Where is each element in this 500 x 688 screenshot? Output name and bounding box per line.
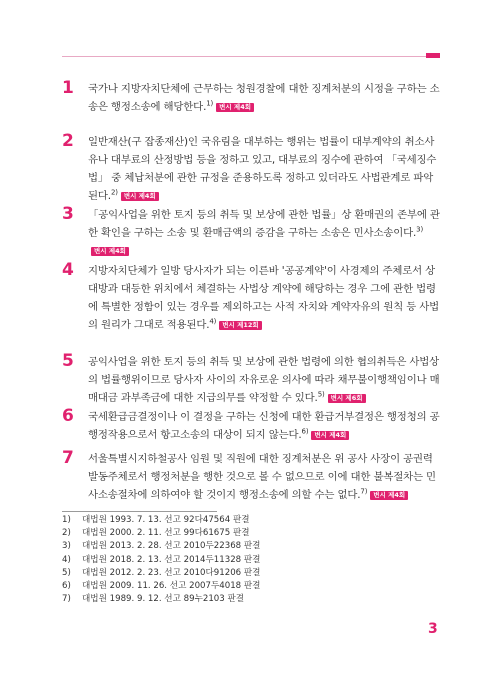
footnote: [62, 593, 362, 606]
footnote-text: 대법원 2000. 2. 11. 선고 99다61675 판결: [82, 528, 250, 539]
item-text-block: [88, 133, 442, 205]
exam-badge: 변시 제4회: [370, 491, 408, 500]
item-text: 서울특별시지하철공사 임원 및 직원에 대한 징계처분은 위 공사 사장이 공권력 발동주체로서 행정처분을 행한 것으로 볼 수 없으므로 이에 대한 불복절차는 민사소송절차에 의하여야 할 것이지 행정소송에 의할 수는 없다.: [88, 453, 436, 501]
footnote-text: 대법원 1989. 9. 12. 선고 89누2103 판결: [82, 594, 245, 605]
footnote-marker: 7): [62, 594, 71, 605]
statement-item: [62, 131, 442, 202]
item-number: 3: [62, 204, 74, 224]
statement-item: [62, 80, 442, 128]
footnote-list: [62, 514, 362, 606]
item-text-block: [88, 262, 442, 334]
statement-item: [62, 450, 442, 512]
footnote-marker: 4): [62, 554, 71, 565]
item-text: 일반재산(구 잡종재산)인 국유림을 대부하는 행위는 법률이 대부계약의 취소사유나 대부료의 산정방법 등을 정하고 있고, 대부료의 징수에 관하여 「국세징수법」 중 체납처분에 관한 규정을 준용하도록 정하고 있더라도 사법관계로 파악된다.: [88, 136, 437, 202]
footnote-ref: 1): [206, 99, 214, 108]
item-text-block: [88, 408, 442, 444]
footnote: [62, 554, 362, 567]
item-text-block: [88, 80, 442, 116]
item-number: 1: [62, 78, 74, 98]
item-number: 5: [62, 351, 74, 371]
item-text: 「공익사업을 위한 토지 등의 취득 및 보상에 관한 법률」상 환매권의 존부에 관한 확인을 구하는 소송 및 환매금액의 증감을 구하는 소송은 민사소송이다.: [88, 209, 440, 239]
footnote-rule: [62, 511, 217, 512]
item-number: 4: [62, 260, 74, 280]
statement-item: [62, 204, 442, 255]
footnote-ref: 5): [317, 390, 325, 399]
footnote-text: 대법원 2018. 2. 13. 선고 2014두11328 판결: [82, 554, 261, 565]
footnote-ref: 3): [416, 225, 424, 234]
footnote: [62, 540, 362, 553]
header-accent-tab: [426, 53, 440, 58]
statement-item: [62, 351, 442, 404]
footnote-ref: 6): [301, 427, 309, 436]
footnote-marker: 2): [62, 528, 71, 539]
footnote-text: 대법원 2012. 2. 23. 선고 2010다91206 판결: [82, 567, 261, 578]
exam-badge: 변시 제4회: [311, 431, 349, 440]
item-text: 국세환급금결정이나 이 결정을 구하는 신청에 대한 환급거부결정은 행정청의 공행정작용으로서 항고소송의 대상이 되지 않는다.: [88, 411, 440, 441]
item-text: 지방자치단체가 일방 당사자가 되는 이른바 '공공계약'이 사경제의 주체로서 상대방과 대등한 위치에서 체결하는 사법상 계약에 해당하는 경우 그에 관한 법령에 특별한 정함이 있는 경우를 제외하고는 사적 자치와 계약자유의 원칙 등 사법의 원리가 그대로 적용된다.: [88, 265, 440, 331]
footnote-marker: 5): [62, 567, 71, 578]
footnote-marker: 1): [62, 515, 71, 525]
footnote: [62, 567, 362, 580]
item-number: 6: [62, 406, 74, 426]
statement-item: [62, 262, 442, 339]
item-text-block: [88, 353, 442, 407]
footnote: [62, 514, 362, 527]
item-number: 7: [62, 448, 74, 468]
footnote-marker: 3): [62, 541, 71, 552]
item-number: 2: [62, 131, 74, 151]
exam-badge: 변시 제4회: [121, 192, 159, 201]
item-text-block: [88, 450, 442, 504]
footnote-ref: 2): [110, 188, 118, 197]
footnote: [62, 580, 362, 593]
item-text-block: [88, 206, 442, 260]
exam-badge: 변시 제6회: [328, 394, 366, 403]
footnote-ref: 4): [209, 317, 217, 326]
exam-badge: 변시 제4회: [91, 247, 129, 256]
statement-item: [62, 408, 442, 442]
footnote: [62, 527, 362, 540]
footnote-text: 대법원 2013. 2. 28. 선고 2010두22368 판결: [82, 541, 261, 552]
item-text: 공익사업을 위한 토지 등의 취득 및 보상에 관한 법령에 의한 협의취득은 사법상의 법률행위이므로 당사자 사이의 자유로운 의사에 따라 채무불이행책임이나 매매대금 과부족금에 대한 지급의무를 약정할 수 있다.: [88, 356, 440, 404]
footnote-ref: 7): [360, 487, 368, 496]
page-number: 3: [428, 621, 438, 637]
statement-list: [62, 80, 442, 512]
exam-badge: 변시 제12회: [219, 321, 261, 330]
item-text: 국가나 지방자치단체에 근무하는 청원경찰에 대한 징계처분의 시정을 구하는 소송은 행정소송에 해당한다.: [88, 83, 440, 113]
footnote-text: 대법원 1993. 7. 13. 선고 92다47564 판결: [82, 515, 250, 525]
header-rule: [62, 56, 440, 57]
exam-badge: 변시 제4회: [216, 103, 254, 112]
footnote-marker: 6): [62, 581, 71, 592]
footnote-text: 대법원 2009. 11. 26. 선고 2007두4018 판결: [82, 581, 261, 592]
